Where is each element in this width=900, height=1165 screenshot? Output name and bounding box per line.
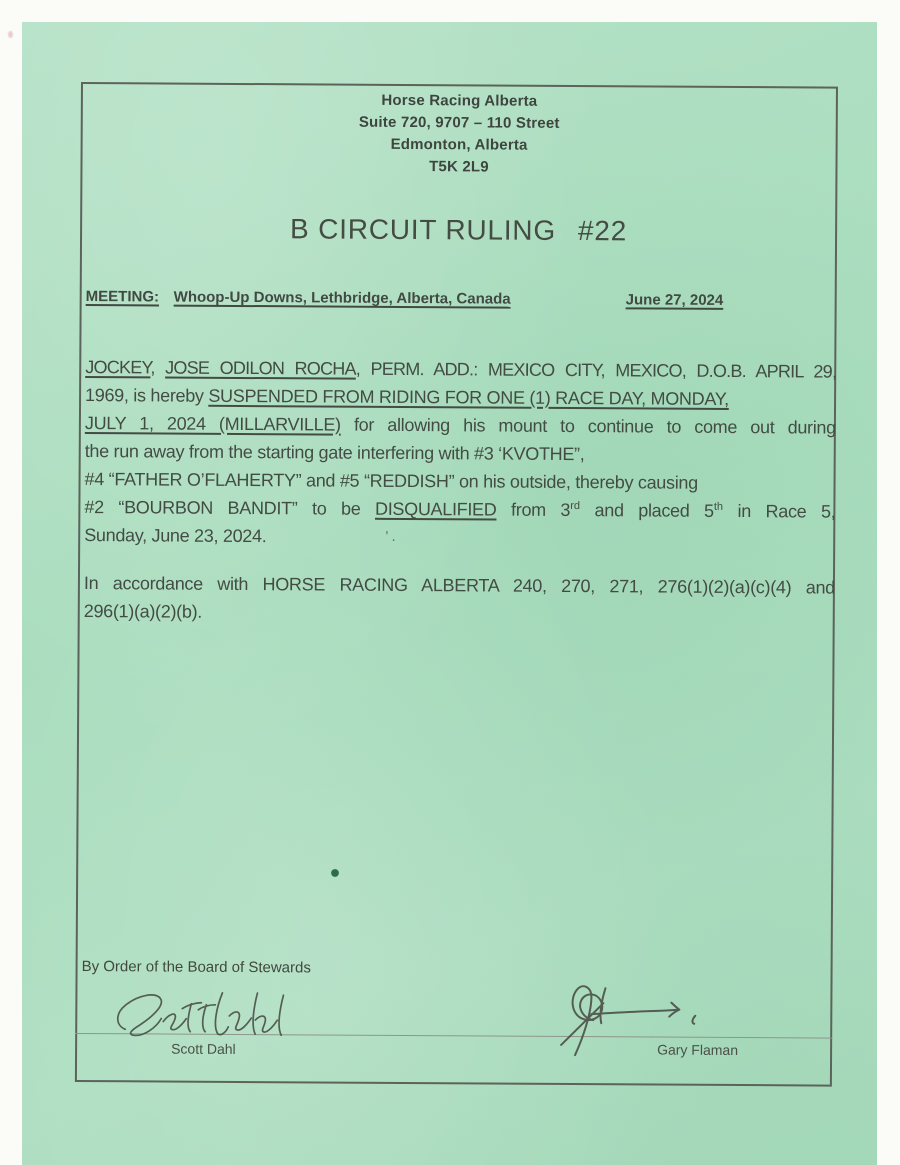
scan-mark-artifact: ’ . xyxy=(385,527,396,544)
legal-reference-paragraph xyxy=(84,569,835,630)
underlined-segment: SUSPENDED FROM RIDING FOR ONE (1) RACE DAY, MONDAY, xyxy=(208,385,729,409)
superscript: th xyxy=(713,500,724,513)
meeting-label: MEETING: xyxy=(85,288,160,306)
ruling-text-line xyxy=(85,381,836,414)
text-segment: , xyxy=(150,357,166,378)
page-title xyxy=(80,212,837,249)
text-segment: and placed 5 xyxy=(579,500,714,521)
letterhead-city: Edmonton, Alberta xyxy=(390,135,528,154)
letterhead-postal-code: T5K 2L9 xyxy=(429,158,489,176)
ruling-text-line: the run away from the starting gate interfering with #3 ‘KVOTHE”, xyxy=(84,441,585,465)
text-segment: #2 “BOURBON BANDIT” to be xyxy=(84,497,376,519)
ruling-text-line xyxy=(85,353,836,386)
text-segment: , PERM. ADD.: MEXICO CITY, MEXICO, D.O.B. APRIL 29, xyxy=(355,358,837,382)
meeting-venue: Whoop-Up Downs, Lethbridge, Alberta, Canada xyxy=(173,288,511,308)
underlined-segment: JOCKEY xyxy=(85,357,151,378)
page-title-text: B CIRCUIT RULING xyxy=(290,213,557,246)
meeting-line xyxy=(80,288,837,315)
signatory-name: Scott Dahl xyxy=(171,1040,236,1057)
letterhead-address: Suite 720, 9707 – 110 Street xyxy=(358,113,560,132)
superscript: rd xyxy=(570,499,581,513)
ruling-number: #22 xyxy=(577,215,628,247)
by-order-text: By Order of the Board of Stewards xyxy=(81,958,311,977)
signatory-name: Gary Flaman xyxy=(657,1041,739,1059)
ruling-text-line: Sunday, June 23, 2024. xyxy=(84,525,267,547)
ruling-text-line: #4 “FATHER O’FLAHERTY” and #5 “REDDISH” on his outside, thereby causing xyxy=(84,469,698,493)
underlined-segment: JULY 1, 2024 (MILLARVILLE) xyxy=(84,413,341,435)
underlined-segment: JOSE ODILON ROCHA xyxy=(165,357,356,379)
green-paper-sheet xyxy=(22,22,877,1165)
ruling-paragraph xyxy=(84,353,836,554)
text-segment: 1969, is hereby xyxy=(85,385,209,406)
legal-text-line: In accordance with HORSE RACING ALBERTA 240, 270, 271, 276(1)(2)(a)(c)(4) and xyxy=(83,573,835,598)
underlined-segment: DISQUALIFIED xyxy=(375,498,497,520)
text-segment: in Race 5, xyxy=(722,500,836,522)
scott-dahl-signature xyxy=(109,985,304,1048)
scan-speck-artifact xyxy=(8,31,13,38)
text-segment: from 3 xyxy=(496,499,571,520)
letterhead xyxy=(80,88,838,181)
text-segment: for allowing his mount to continue to come out during xyxy=(340,414,836,438)
meeting-date: June 27, 2024 xyxy=(625,291,724,309)
legal-text-line: 296(1)(a)(2)(b). xyxy=(83,601,203,622)
printed-content xyxy=(75,82,838,1087)
letterhead-org: Horse Racing Alberta xyxy=(381,91,538,110)
